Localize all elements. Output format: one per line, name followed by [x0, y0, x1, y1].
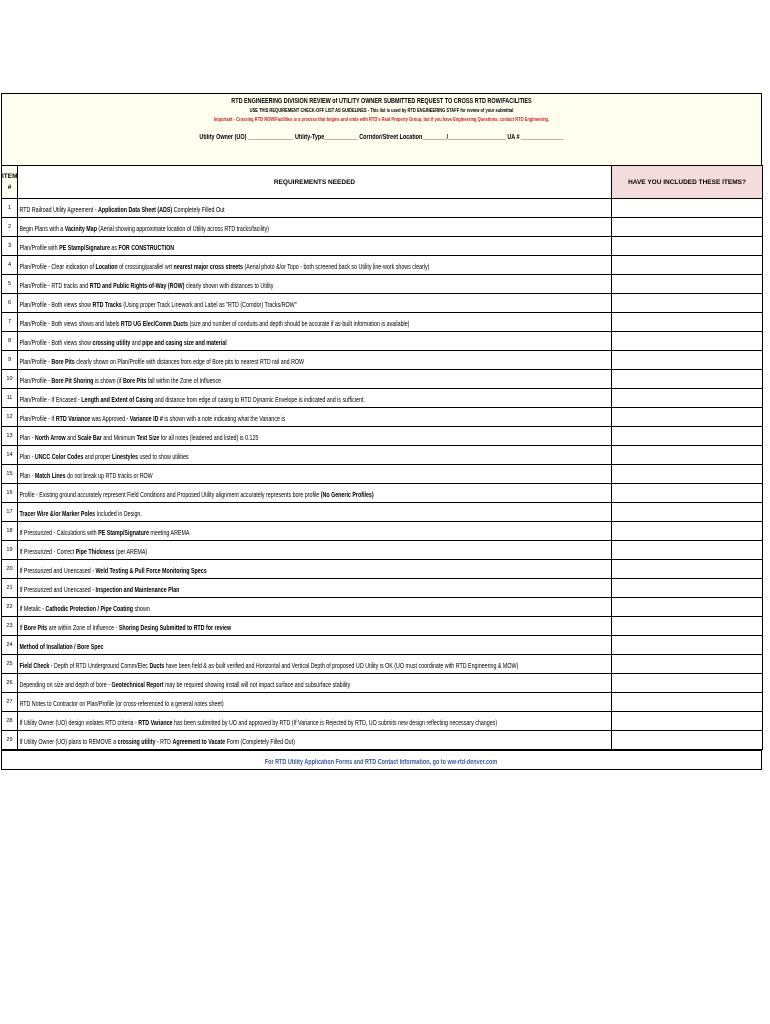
- requirement-text: Plan - Match Lines do not break up RTD tracks or ROW: [19, 471, 153, 480]
- requirement-cell: [18, 560, 612, 579]
- requirement-cell: [18, 237, 612, 256]
- item-number: 23: [2, 617, 18, 636]
- item-number: 28: [2, 712, 18, 731]
- requirement-text: Plan - UNCC Color Codes and proper Linestyles used to show utilities: [19, 452, 189, 461]
- requirement-cell: [18, 674, 612, 693]
- table-row: [2, 541, 763, 560]
- item-number: 21: [2, 579, 18, 598]
- requirement-text: Plan - North Arrow and Scale Bar and Minimum Text Size for all notes (leadered and listed) is 0.125: [19, 433, 259, 442]
- requirement-text: Depending on size and depth of bore - Geotechnical Report may be required showing install will not impact surface and subsurface stability: [19, 680, 351, 689]
- item-number: 29: [2, 731, 18, 750]
- item-label: ITEM: [2, 173, 18, 180]
- guideline-note: USE THIS REQUIREMENT CHECK-OFF LIST AS GUIDELINES - This list is used by RTD ENGINEERING STAFF for review of your submittal: [249, 108, 514, 114]
- requirement-cell: [18, 484, 612, 503]
- requirement-text: Plan/Profile - Bore Pit Shoring is shown (if Bore Pits fall within the Zone of Influence: [19, 376, 222, 385]
- requirement-cell: [18, 256, 612, 275]
- requirement-text: Plan/Profile - Bore Pits clearly shown on Plan/Profile with distances from edge of Bore pits to nearest RTD rail and ROW: [19, 357, 305, 366]
- table-row: [2, 598, 763, 617]
- requirement-cell: [18, 693, 612, 712]
- requirement-cell: [18, 522, 612, 541]
- item-number: 11: [2, 389, 18, 408]
- requirement-cell: [18, 427, 612, 446]
- table-row: [2, 237, 763, 256]
- requirement-cell: [18, 541, 612, 560]
- item-number: 15: [2, 465, 18, 484]
- requirement-text: If Metalic - Cathodic Protection / Pipe Coating shown: [19, 604, 150, 613]
- table-row: [2, 218, 763, 237]
- requirement-text: Method of Insallation / Bore Spec: [19, 642, 104, 651]
- included-checkbox-cell[interactable]: [612, 389, 763, 408]
- requirement-cell: [18, 446, 612, 465]
- requirement-text: RTD Railroad Utility Agreement - Application Data Sheet (ADS) Completely Filled Out: [19, 205, 225, 214]
- table-header-row: [2, 166, 763, 199]
- requirements-table: [1, 165, 763, 750]
- requirement-text: Plan/Profile - RTD tracks and RTD and Public Rights-of-Way (ROW) clearly shown with distances to Utility: [19, 281, 274, 290]
- table-row: [2, 275, 763, 294]
- item-number: 5: [2, 275, 18, 294]
- table-row: [2, 731, 763, 750]
- table-row: [2, 484, 763, 503]
- included-checkbox-cell[interactable]: [612, 731, 763, 750]
- requirement-text: Begin Plans with a Vacinity Map (Aerial showing approximate location of Utility across RTD tracks/facility): [19, 224, 269, 233]
- requirement-text: Plan/Profile - Both views show crossing utility and pipe and casing size and material: [19, 338, 227, 347]
- requirement-cell: [18, 731, 612, 750]
- requirement-text: Plan/Profile - Both views show RTD Tracks (Using proper Track Linework and Label as "RTD (Corridor) Tracks/ROW": [19, 300, 297, 309]
- included-checkbox-cell[interactable]: [612, 560, 763, 579]
- included-column-header: HAVE YOU INCLUDED THESE ITEMS?: [612, 166, 763, 199]
- table-row: [2, 655, 763, 674]
- requirement-cell: [18, 332, 612, 351]
- requirement-cell: [18, 503, 612, 522]
- requirement-text: Plan/Profile with PE Stamp/Signature as FOR CONSTRUCTION: [19, 243, 175, 252]
- requirement-text: Profile - Existing ground accurately represent Field Conditions and Proposed Utility alignment accurately represents bore profile (No Generic Profiles): [19, 490, 374, 499]
- item-number: 9: [2, 351, 18, 370]
- requirement-cell: [18, 199, 612, 218]
- requirement-cell: [18, 655, 612, 674]
- table-row: [2, 560, 763, 579]
- requirement-cell: [18, 313, 612, 332]
- table-row: [2, 522, 763, 541]
- included-checkbox-cell[interactable]: [612, 598, 763, 617]
- requirement-cell: [18, 294, 612, 313]
- hash-label: #: [7, 184, 12, 191]
- table-row: [2, 332, 763, 351]
- table-row: [2, 294, 763, 313]
- footer-cell: [2, 751, 762, 770]
- requirement-text: If Bore Pits are within Zone of Influence - Shoring Desing Submitted to RTD for review: [19, 623, 232, 632]
- item-number: 3: [2, 237, 18, 256]
- table-row: [2, 503, 763, 522]
- requirement-cell: [18, 465, 612, 484]
- included-checkbox-cell[interactable]: [612, 712, 763, 731]
- requirement-text: Field Check - Depth of RTD Underground Comm/Elec Ducts have been field & as-built verified and Horizontal and Vertical Depth of proposed UO Utility is OK (UO must coordinate with RTD Engineering & MOW): [19, 661, 519, 670]
- footer-link-text[interactable]: For RTD Utility Application Forms and RTD Contact Information, go to ww-rtd-denver.com: [265, 759, 498, 766]
- included-checkbox-cell[interactable]: [612, 427, 763, 446]
- included-checkbox-cell[interactable]: [612, 275, 763, 294]
- item-number: 12: [2, 408, 18, 427]
- requirement-text: If Pressurized - Calculations with PE Stamp/Signature meeting AREMA: [19, 528, 190, 537]
- included-checkbox-cell[interactable]: [612, 579, 763, 598]
- included-checkbox-cell[interactable]: [612, 484, 763, 503]
- footer-table: [1, 750, 762, 770]
- footer-row: [2, 751, 762, 770]
- requirement-cell: [18, 351, 612, 370]
- included-checkbox-cell[interactable]: [612, 503, 763, 522]
- item-number: 17: [2, 503, 18, 522]
- included-checkbox-cell[interactable]: [612, 522, 763, 541]
- checklist-sheet: [1, 93, 762, 770]
- table-row: [2, 674, 763, 693]
- requirement-cell: [18, 579, 612, 598]
- included-checkbox-cell[interactable]: [612, 617, 763, 636]
- included-checkbox-cell[interactable]: [612, 370, 763, 389]
- requirement-cell: [18, 712, 612, 731]
- item-column-header: [2, 166, 18, 199]
- included-checkbox-cell[interactable]: [612, 655, 763, 674]
- included-checkbox-cell[interactable]: [612, 674, 763, 693]
- item-number: 16: [2, 484, 18, 503]
- requirement-cell: [18, 617, 612, 636]
- requirement-cell: [18, 275, 612, 294]
- included-checkbox-cell[interactable]: [612, 636, 763, 655]
- table-row: [2, 446, 763, 465]
- table-row: [2, 636, 763, 655]
- owner-fields-line: Utility Owner (UO) _______________ Utility-Type___________ Corridor/Street Location________/___________________ UA # ______________: [199, 134, 564, 141]
- sheet-header: [1, 93, 762, 165]
- included-checkbox-cell[interactable]: [612, 294, 763, 313]
- item-number: 25: [2, 655, 18, 674]
- included-checkbox-cell[interactable]: [612, 313, 763, 332]
- requirement-cell: [18, 598, 612, 617]
- included-checkbox-cell[interactable]: [612, 199, 763, 218]
- table-row: [2, 351, 763, 370]
- item-number: 7: [2, 313, 18, 332]
- requirement-text: If Utility Owner (UO) plans to REMOVE a crossing utility - RTD Agreement to Vacate Form (Completely Filled Out): [19, 737, 295, 746]
- included-checkbox-cell[interactable]: [612, 237, 763, 256]
- table-row: [2, 370, 763, 389]
- requirement-cell: [18, 218, 612, 237]
- requirement-text: Plan/Profile - Both views shows and labels RTD UG Elec/Comm Ducts (size and number of conduits and depth should be accurate if as-built information is available): [19, 319, 410, 328]
- item-number: 19: [2, 541, 18, 560]
- item-number: 20: [2, 560, 18, 579]
- table-row: [2, 313, 763, 332]
- item-number: 6: [2, 294, 18, 313]
- requirement-text: Plan/Profile - Clear indication of Location of crossing/parallel wrt nearest major cross streets (Aerial photo &/or Topo - both screened back so Utility line-work shows clearly): [19, 262, 430, 271]
- important-note: Important - Crossing RTD ROW/Facilities is a process that begins and ends with RTD's Real Property Group, but if you have Engineering Questions, contact RTD Engineering.: [213, 117, 550, 123]
- table-row: [2, 712, 763, 731]
- included-checkbox-cell[interactable]: [612, 446, 763, 465]
- included-checkbox-cell[interactable]: [612, 351, 763, 370]
- table-row: [2, 465, 763, 484]
- table-row: [2, 579, 763, 598]
- item-number: 18: [2, 522, 18, 541]
- table-row: [2, 617, 763, 636]
- item-number: 13: [2, 427, 18, 446]
- sheet-title: RTD ENGINEERING DIVISION REVIEW of UTILITY OWNER SUBMITTED REQUEST TO CROSS RTD ROW/FACILITIES: [231, 98, 532, 105]
- table-row: [2, 256, 763, 275]
- included-checkbox-cell[interactable]: [612, 332, 763, 351]
- requirement-text: Tracer Wire &/or Marker Poles Included in Design.: [19, 509, 142, 518]
- item-number: 26: [2, 674, 18, 693]
- table-row: [2, 408, 763, 427]
- item-number: 27: [2, 693, 18, 712]
- requirements-column-header: REQUIREMENTS NEEDED: [18, 166, 612, 199]
- included-checkbox-cell[interactable]: [612, 218, 763, 237]
- table-row: [2, 389, 763, 408]
- included-checkbox-cell[interactable]: [612, 465, 763, 484]
- item-number: 14: [2, 446, 18, 465]
- requirement-text: If Utility Owner (UO) design violates RTD criteria - RTD Variance has been submitted by UO and approved by RTD (If Variance is Rejected by RTD, UO submits new design reflecting necessary changes): [19, 718, 498, 727]
- requirement-text: If Pressurized - Correct Pipe Thickness (per AREMA): [19, 547, 148, 556]
- item-number: 2: [2, 218, 18, 237]
- table-row: [2, 427, 763, 446]
- included-checkbox-cell[interactable]: [612, 693, 763, 712]
- requirement-cell: [18, 408, 612, 427]
- requirement-text: RTD Notes to Contractor on Plan/Profile (or cross-referenced to a general notes sheet): [19, 699, 224, 708]
- item-number: 8: [2, 332, 18, 351]
- requirement-text: Plan/Profile - If RTD Variance was Approved - Variance ID # is shown with a note indicating what the Variance is: [19, 414, 286, 423]
- item-number: 4: [2, 256, 18, 275]
- requirement-cell: [18, 389, 612, 408]
- table-row: [2, 693, 763, 712]
- included-checkbox-cell[interactable]: [612, 408, 763, 427]
- item-number: 10: [2, 370, 18, 389]
- requirement-text: If Pressurized and Unencased - Inspection and Maintenance Plan: [19, 585, 180, 594]
- requirement-text: Plan/Profile - If Encased - Length and Extent of Casing and distance from edge of casing to RTD Dynamic Envelope is indicated and is sufficient.: [19, 395, 365, 404]
- item-number: 22: [2, 598, 18, 617]
- table-row: [2, 199, 763, 218]
- requirement-cell: [18, 636, 612, 655]
- item-number: 1: [2, 199, 18, 218]
- item-number: 24: [2, 636, 18, 655]
- included-checkbox-cell[interactable]: [612, 541, 763, 560]
- requirement-text: If Pressurized and Unencased - Weld Testing & Pull Force Monitoring Specs: [19, 566, 207, 575]
- requirement-cell: [18, 370, 612, 389]
- included-checkbox-cell[interactable]: [612, 256, 763, 275]
